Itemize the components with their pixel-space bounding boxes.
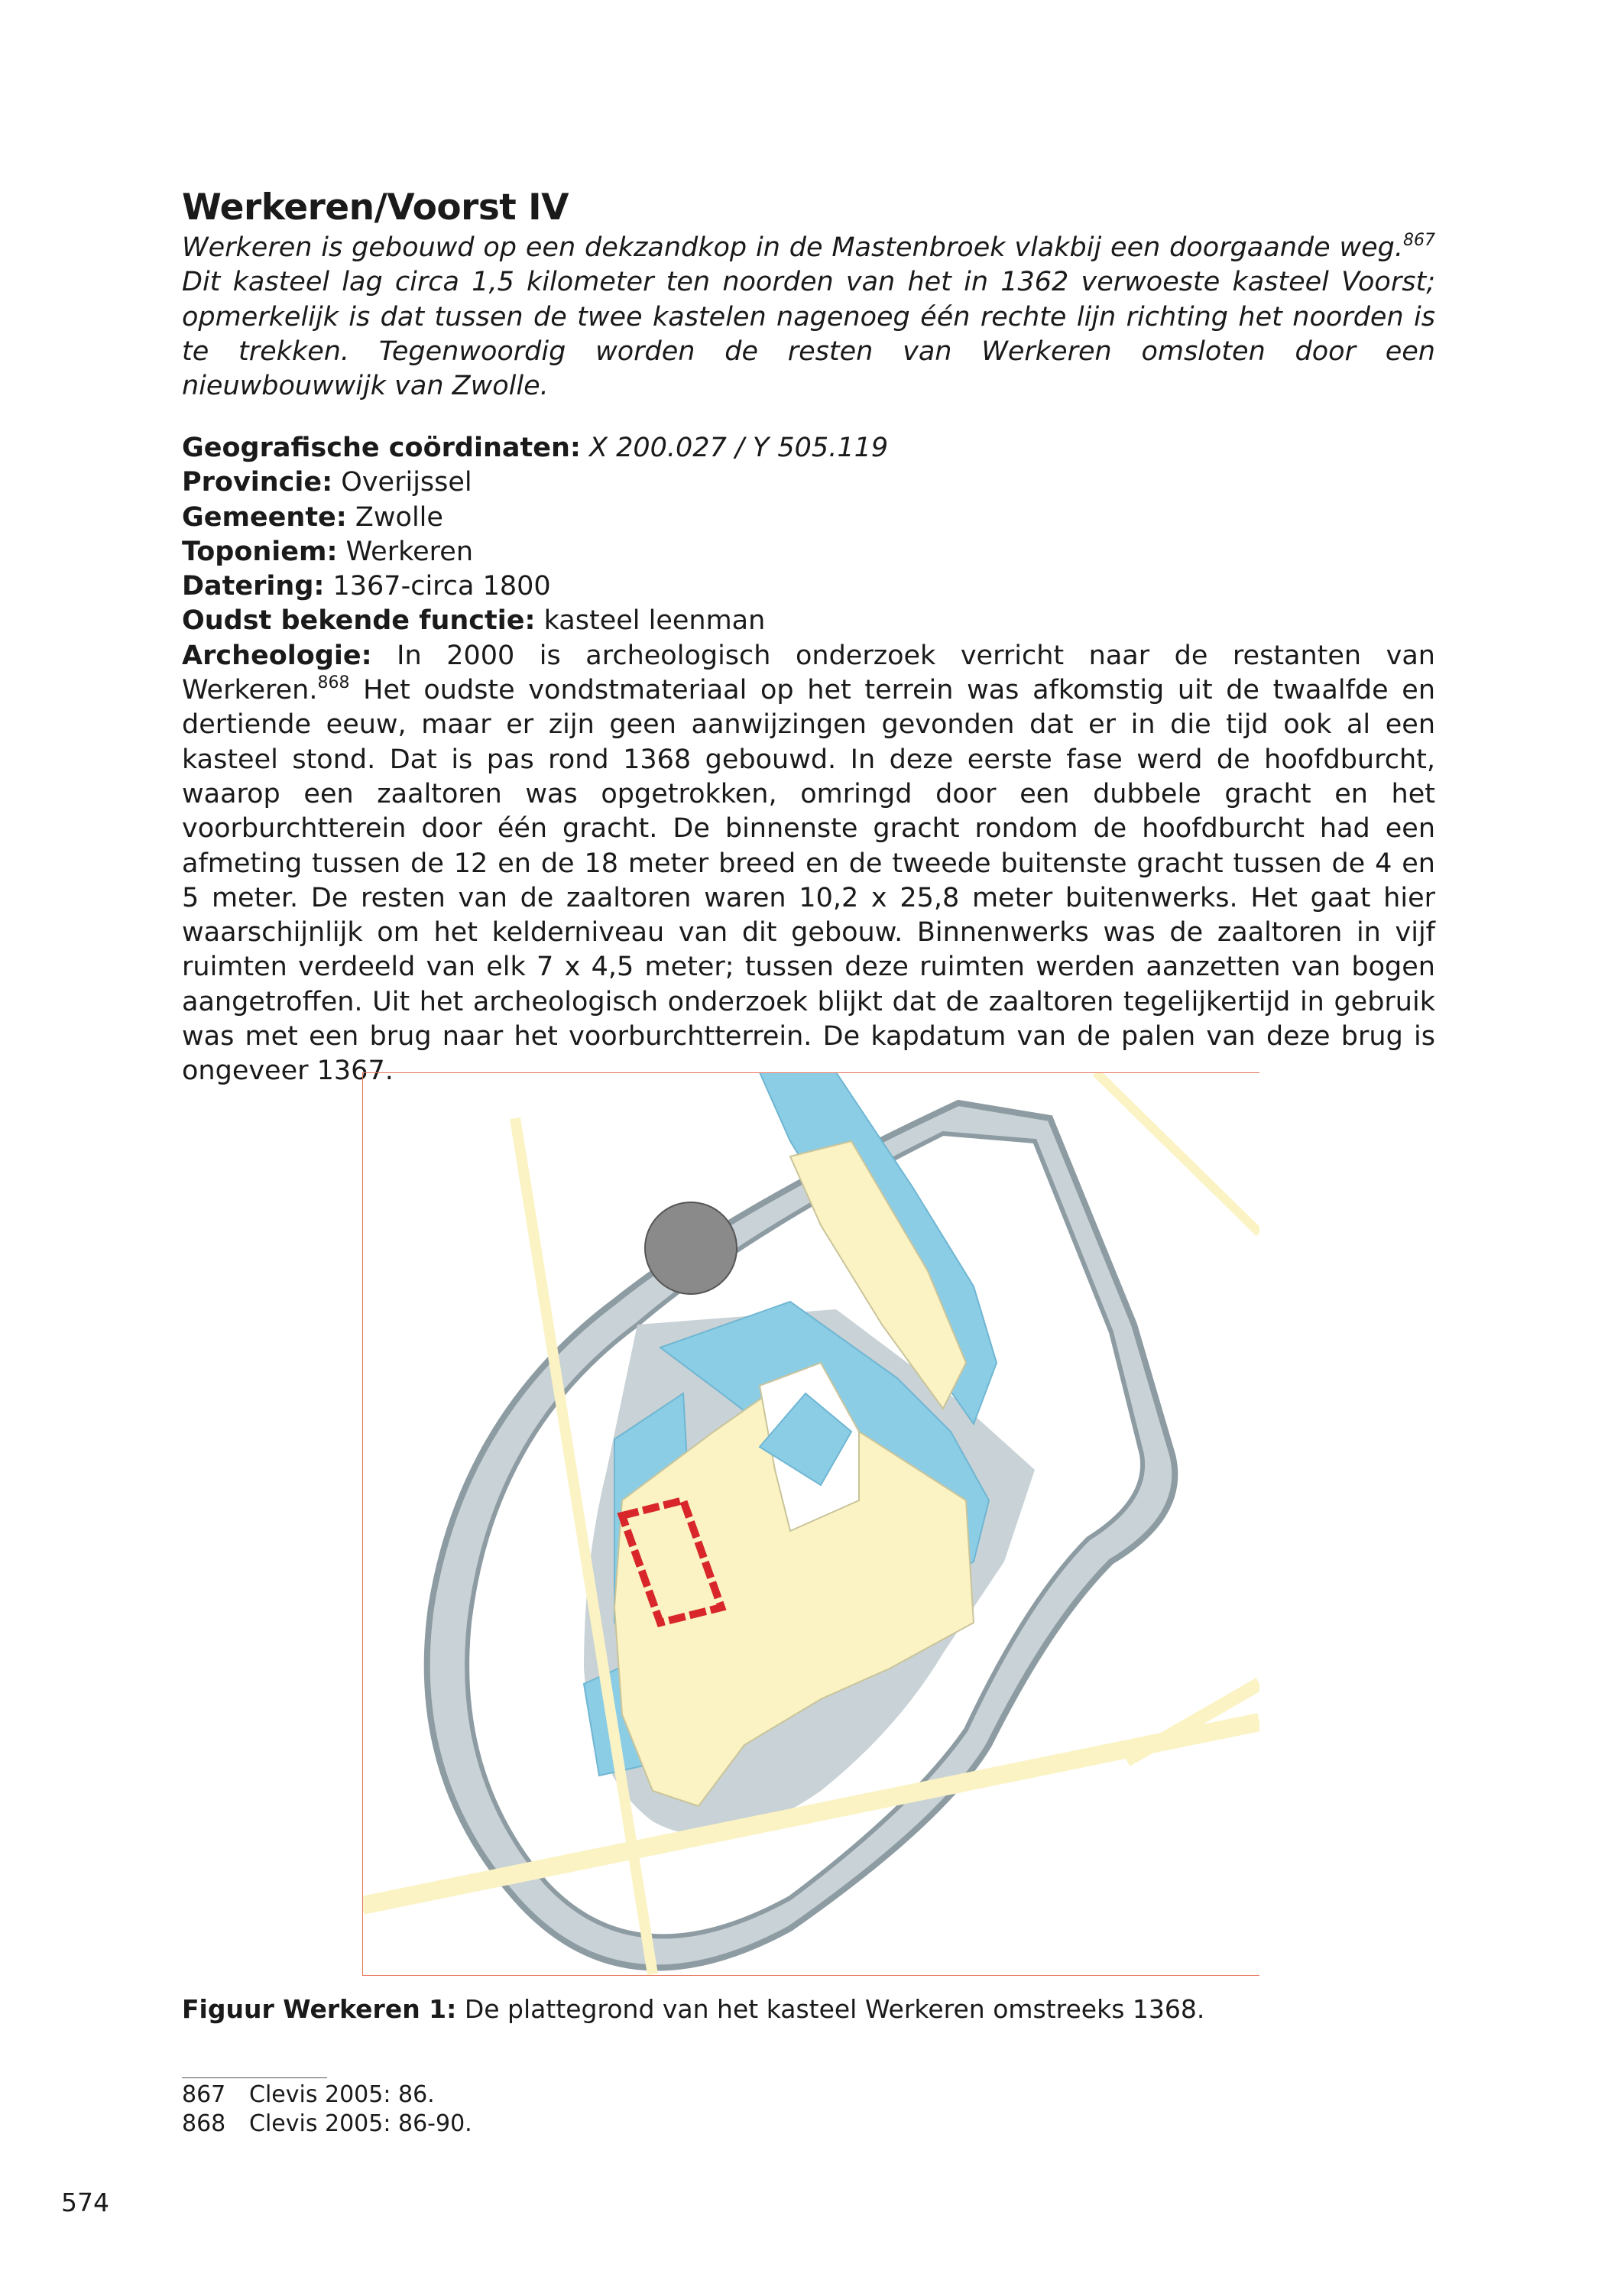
functie-value: kasteel leenman <box>535 605 766 637</box>
datering-label: Datering: <box>182 571 325 602</box>
footnote-868 <box>182 2110 472 2139</box>
datering-value: 1367-circa 1800 <box>324 571 551 602</box>
provincie-label: Provincie: <box>182 467 333 498</box>
archeologie-text-1: In 2000 is archeologisch onderzoek verricht naar de restanten van Werkeren. <box>182 640 1435 706</box>
gemeente-value: Zwolle <box>346 501 443 533</box>
gemeente-label: Gemeente: <box>182 501 347 533</box>
castle-plan-figure <box>362 1072 1259 1976</box>
footnote-number: 867 <box>182 2081 226 2108</box>
datering-row <box>182 569 1435 604</box>
footnotes <box>182 2081 472 2139</box>
provincie-value: Overijssel <box>332 467 472 498</box>
footnote-text: Clevis 2005: 86-90. <box>249 2110 472 2137</box>
castle-plan-map <box>362 1072 1259 1976</box>
grey-circle-marker <box>645 1202 737 1294</box>
page-number: 574 <box>61 2188 109 2217</box>
property-list <box>182 431 1435 1089</box>
figure-caption <box>182 1993 1435 2025</box>
caption-text: De plattegrond van het kasteel Werkeren omstreeks 1368. <box>456 1994 1205 2024</box>
footnote-text: Clevis 2005: 86. <box>249 2081 435 2108</box>
functie-row <box>182 604 1435 638</box>
footnote-ref-867[interactable]: 867 <box>1403 231 1435 250</box>
section-title: Werkeren/Voorst IV <box>182 186 569 229</box>
intro-paragraph <box>182 231 1435 404</box>
footnote-number: 868 <box>182 2110 226 2137</box>
archeologie-label: Archeologie: <box>182 640 372 671</box>
road-ne <box>1096 1072 1259 1233</box>
footnote-ref-868[interactable]: 868 <box>317 673 350 693</box>
toponiem-value: Werkeren <box>337 536 473 567</box>
footnote-divider <box>182 2077 327 2078</box>
coords-value: X 200.027 / Y 505.119 <box>580 433 889 463</box>
caption-label: Figuur Werkeren 1: <box>182 1994 457 2024</box>
gemeente-row <box>182 501 1435 535</box>
provincie-row <box>182 465 1435 500</box>
intro-text-1: Werkeren is gebouwd op een dekzandkop in de Mastenbroek vlakbij een doorgaande weg. <box>182 232 1403 263</box>
archeologie-text-2: Het oudste vondstmateriaal op het terrein was afkomstig uit de twaalfde en dertiende eeuw, maar er zijn geen aanwijzingen gevonden dat er in die tijd ook al een kasteel stond. Dat is pas rond 1368 gebouwd. In deze eerste fase werd de hoofdburcht, waarop een zaaltoren was opgetrokken, omringd door een dubbele gracht en het voorburchtterein door één gracht. De binnenste gracht rondom de hoofdburcht had een afmeting tussen de 12 en de 18 meter breed en de tweede buitenste gracht tussen de 4 en 5 meter. De resten van de zaaltoren waren 10,2 x 25,8 meter buitenwerks. Het gaat hier waarschijnlijk om het kelderniveau van dit gebouw. Binnenwerks was de zaaltoren in vijf ruimten verdeeld van elk 7 x 4,5 meter; tussen deze ruimten werden aanzetten van bogen aangetroffen. Uit het archeologisch onderzoek blijkt dat de zaaltoren tegelijkertijd in gebruik was met een brug naar het voorburchtterrein. De kapdatum van de palen van deze brug is ongeveer 1367. <box>182 675 1435 1087</box>
functie-label: Oudst bekende functie: <box>182 605 536 637</box>
footnote-867 <box>182 2081 472 2110</box>
coords-row <box>182 431 1435 465</box>
coords-label: Geografische coördinaten: <box>182 433 581 463</box>
intro-text-2: Dit kasteel lag circa 1,5 kilometer ten noorden van het in 1362 verwoeste kasteel Voorst; opmerkelijk is dat tussen de twee kastelen nagenoeg één rechte lijn richting het noorden is te trekken. Tegenwoordig worden de resten van Werkeren omsloten door een nieuwbouwwijk van Zwolle. <box>182 267 1435 402</box>
archeologie-row <box>182 639 1435 1089</box>
toponiem-row <box>182 535 1435 569</box>
toponiem-label: Toponiem: <box>182 536 338 567</box>
